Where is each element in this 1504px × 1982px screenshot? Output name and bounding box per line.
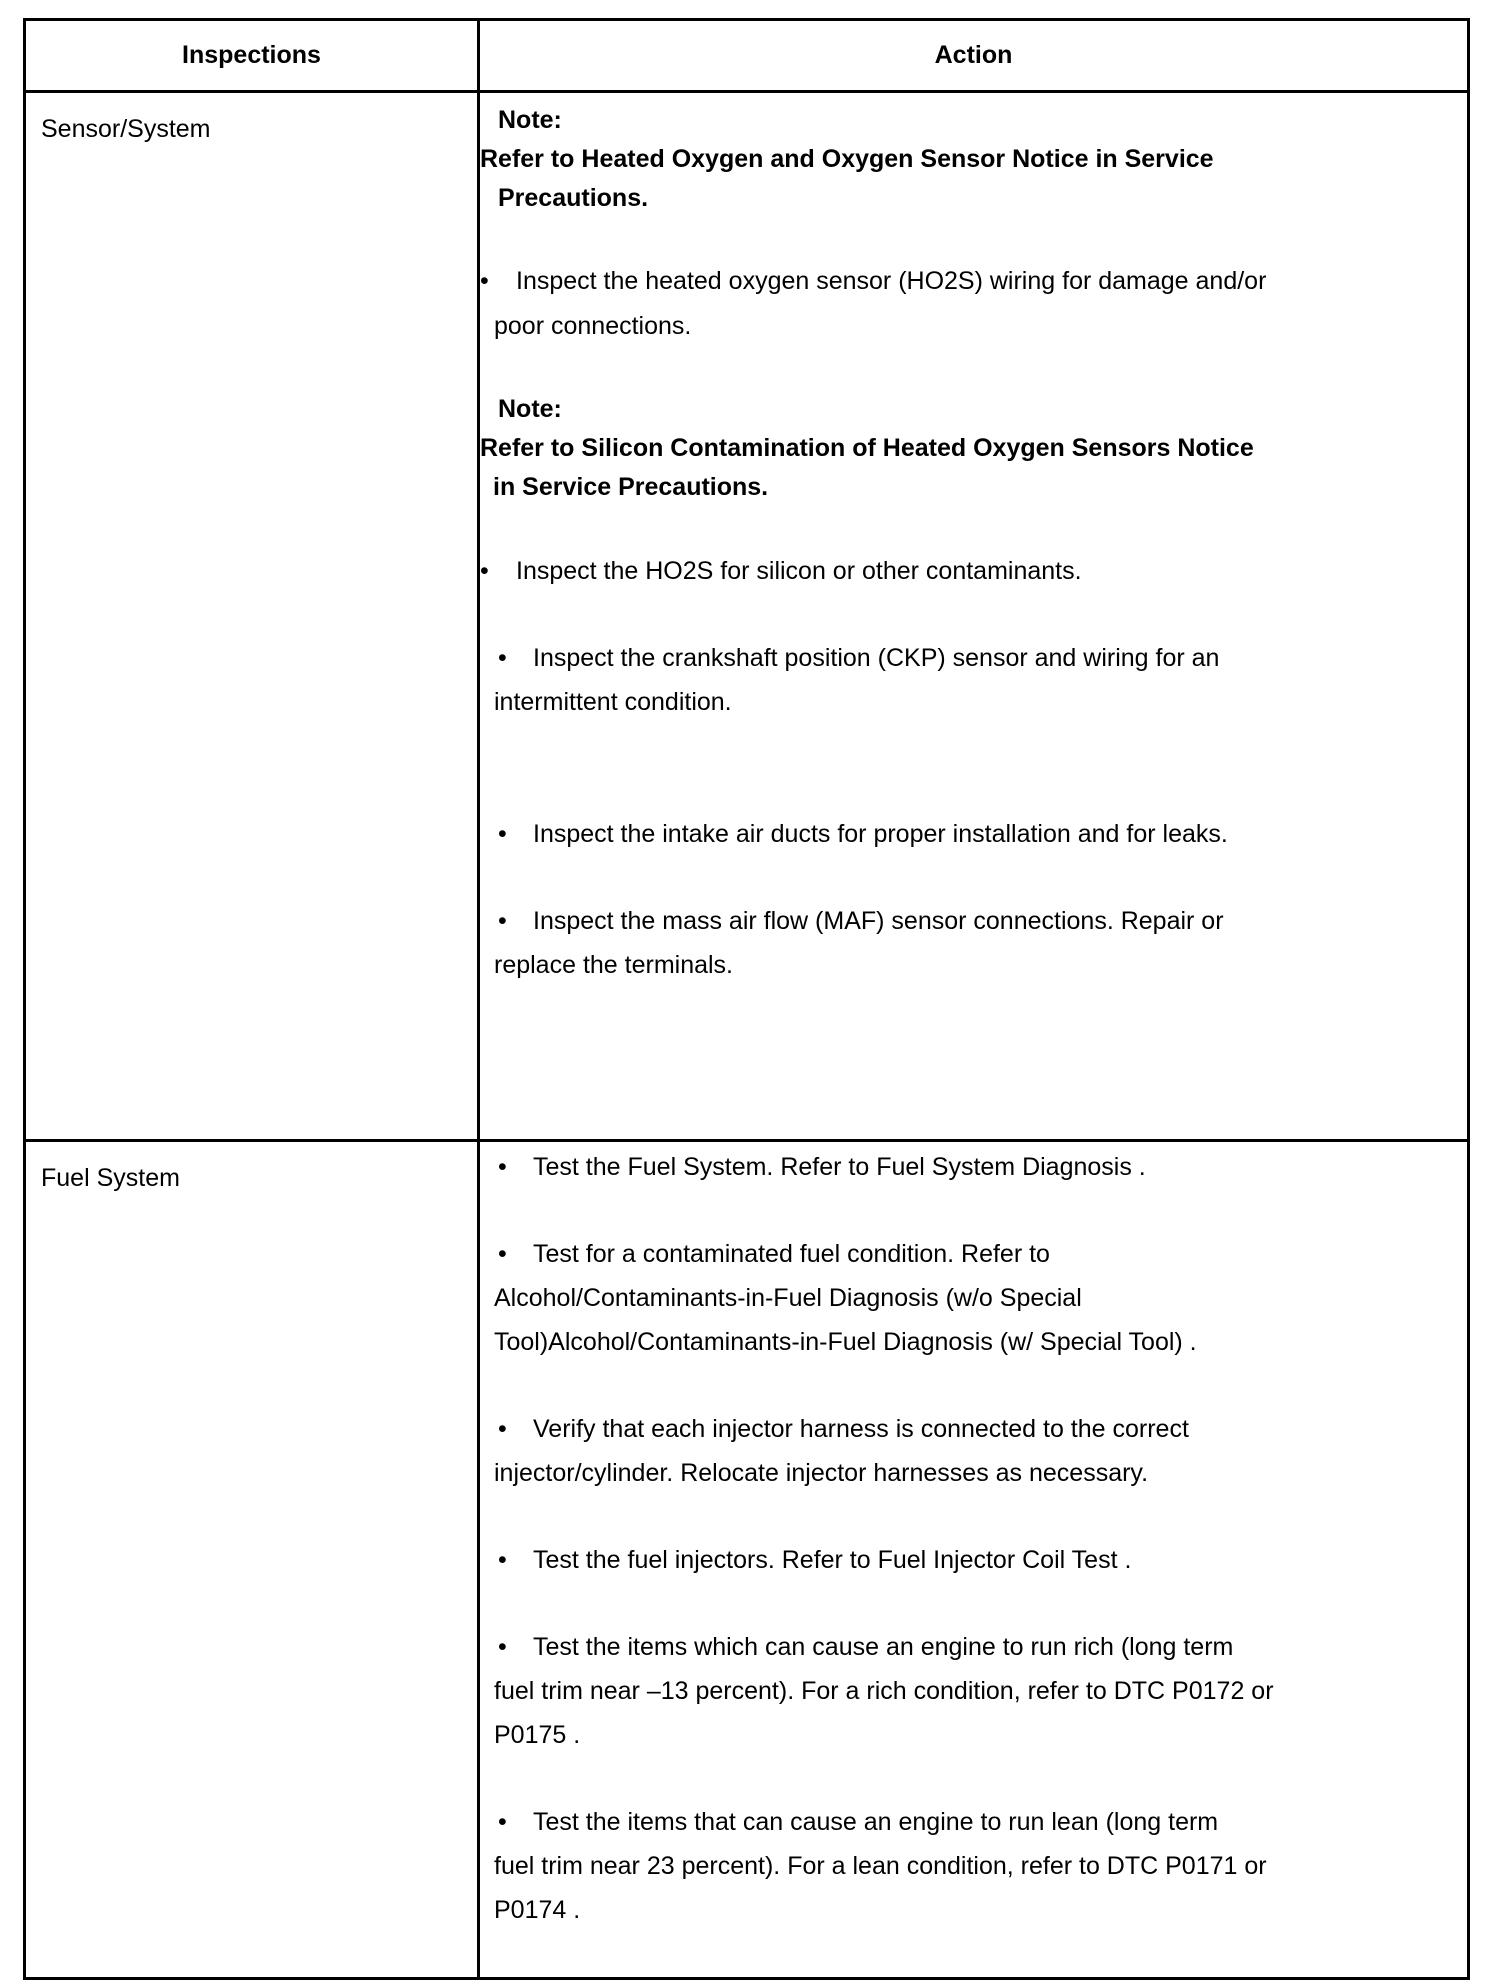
column-divider [477, 21, 480, 90]
list-item: intermittent condition. [494, 688, 732, 716]
note-text: Refer to Silicon Contamination of Heated Oxygen Sensors Notice [480, 434, 1254, 462]
bullet-icon: • [498, 907, 507, 935]
inspection-table [23, 18, 1470, 1980]
bullet-icon: • [498, 820, 507, 848]
bullet-icon: • [498, 1240, 507, 1268]
bullet-icon: • [498, 1153, 507, 1181]
list-item: Test the Fuel System. Refer to Fuel System Diagnosis . [533, 1153, 1146, 1181]
list-item: Inspect the heated oxygen sensor (HO2S) wiring for damage and/or [516, 267, 1267, 295]
list-item: Test the fuel injectors. Refer to Fuel Injector Coil Test . [533, 1546, 1132, 1574]
list-item: replace the terminals. [494, 951, 734, 979]
bullet-icon: • [480, 267, 489, 295]
list-item: fuel trim near –13 percent). For a rich condition, refer to DTC P0172 or [494, 1677, 1274, 1705]
list-item: injector/cylinder. Relocate injector harnesses as necessary. [494, 1459, 1149, 1487]
inspection-label: Fuel System [41, 1164, 180, 1192]
bullet-icon: • [498, 1546, 507, 1574]
note-text: Precautions. [498, 184, 649, 212]
bullet-icon: • [498, 644, 507, 672]
list-item: poor connections. [494, 312, 692, 340]
table-row [26, 1139, 1467, 1977]
note-text: Refer to Heated Oxygen and Oxygen Sensor Notice in Service [480, 145, 1214, 173]
list-item: Inspect the intake air ducts for proper installation and for leaks. [533, 820, 1228, 848]
action-cell [480, 93, 1467, 1139]
list-item: P0174 . [494, 1896, 581, 1924]
table-header-row [26, 21, 1467, 90]
action-cell [480, 1142, 1467, 1977]
list-item: Test the items which can cause an engine to run rich (long term [533, 1633, 1234, 1661]
list-item: Alcohol/Contaminants-in-Fuel Diagnosis (w/o Special [494, 1284, 1082, 1312]
list-item: Tool)Alcohol/Contaminants-in-Fuel Diagnosis (w/ Special Tool) . [494, 1328, 1197, 1356]
list-item: Test for a contaminated fuel condition. Refer to [533, 1240, 1050, 1268]
note-text: in Service Precautions. [493, 473, 769, 501]
bullet-icon: • [498, 1633, 507, 1661]
list-item: Verify that each injector harness is connected to the correct [533, 1415, 1189, 1443]
bullet-icon: • [498, 1415, 507, 1443]
header-action: Action [934, 41, 1013, 69]
bullet-icon: • [480, 557, 489, 585]
list-item: Inspect the crankshaft position (CKP) sensor and wiring for an [533, 644, 1220, 672]
list-item: Inspect the mass air flow (MAF) sensor connections. Repair or [533, 907, 1224, 935]
list-item: fuel trim near 23 percent). For a lean condition, refer to DTC P0171 or [494, 1852, 1267, 1880]
list-item: Test the items that can cause an engine to run lean (long term [533, 1808, 1219, 1836]
note-label: Note: [498, 395, 562, 423]
list-item: P0175 . [494, 1721, 581, 1749]
table-row [26, 90, 1467, 1139]
note-label: Note: [498, 106, 562, 134]
header-inspections: Inspections [182, 41, 321, 69]
list-item: Inspect the HO2S for silicon or other contaminants. [516, 557, 1082, 585]
inspection-label: Sensor/System [41, 115, 211, 143]
bullet-icon: • [498, 1808, 507, 1836]
